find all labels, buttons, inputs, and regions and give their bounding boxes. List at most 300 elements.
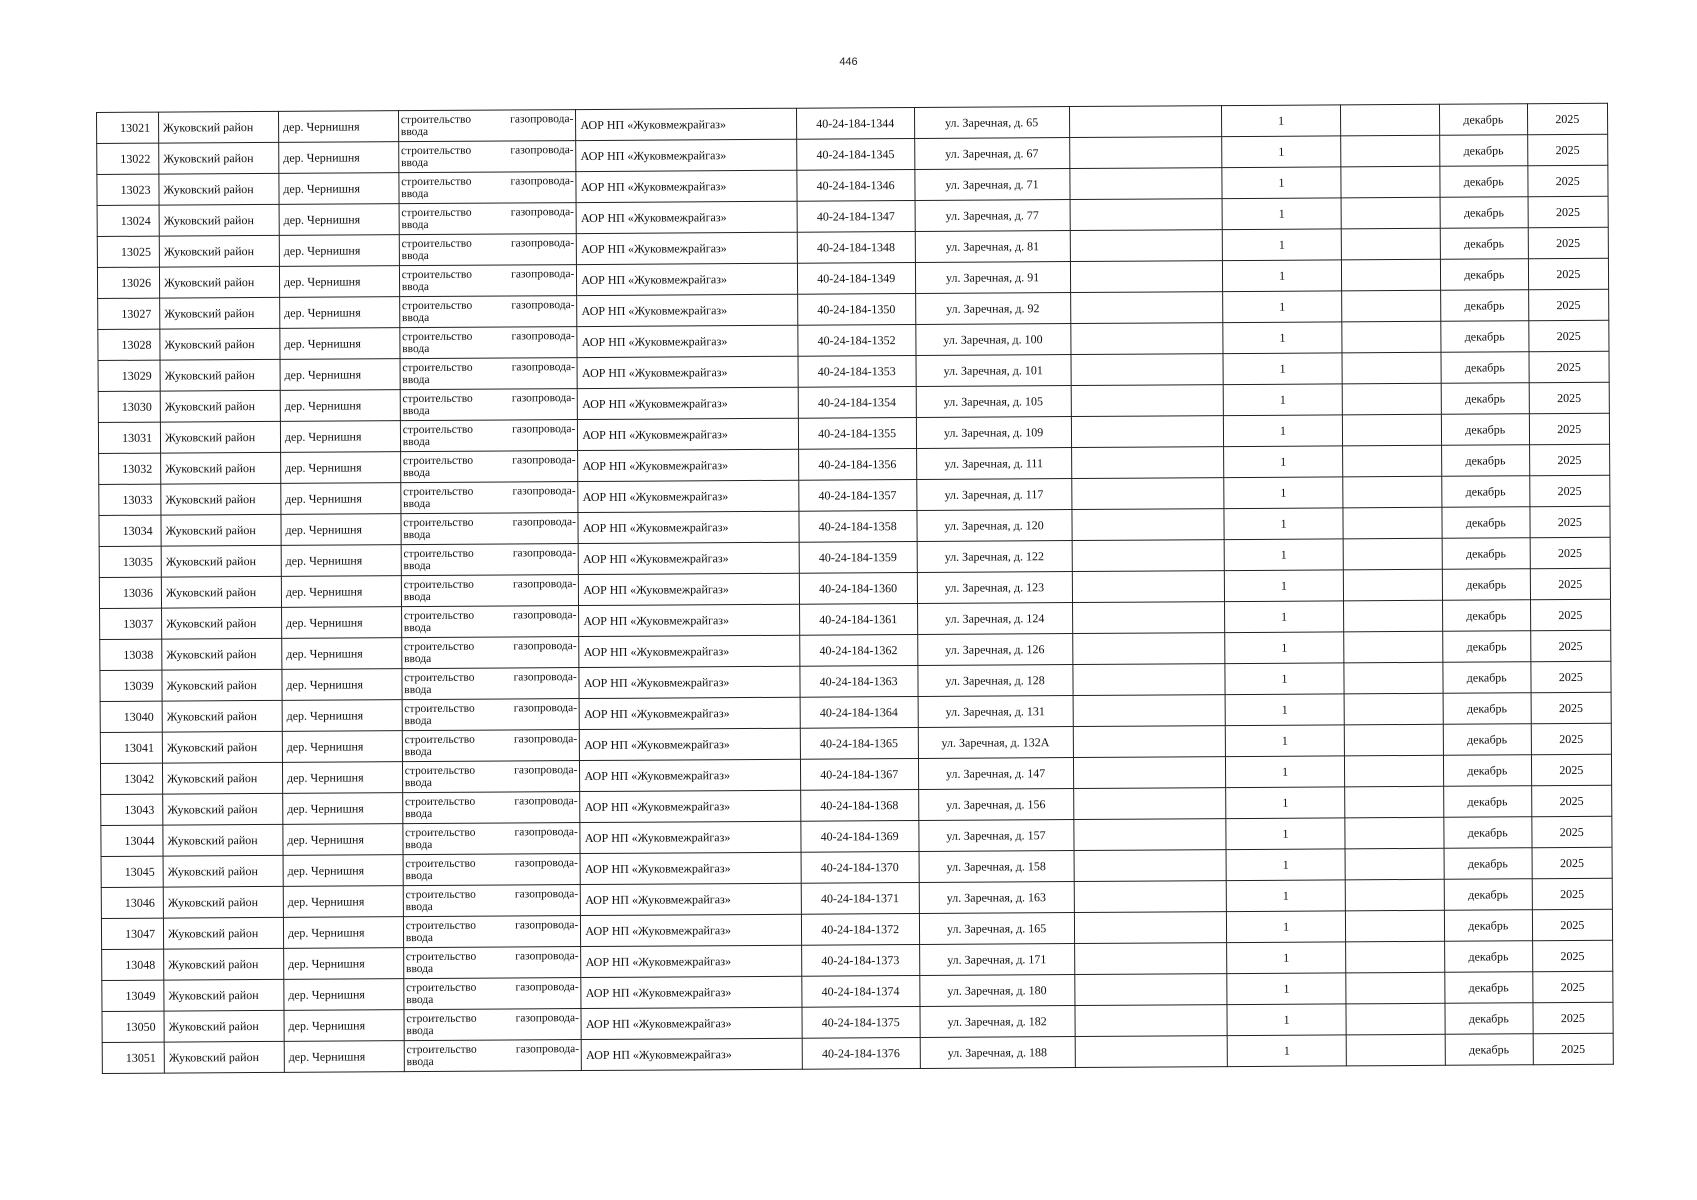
work-type-cell: [400, 451, 578, 483]
organization-cell: АОР НП «Жуковмежрайгаз»: [577, 325, 798, 357]
address-cell: ул. Заречная, д. 65: [914, 107, 1069, 139]
row-number: 13036: [99, 577, 161, 608]
village-cell: дер. Чернишня: [279, 204, 399, 236]
cadastre-cell: 40-24-184-1352: [798, 324, 916, 356]
cadastre-cell: 40-24-184-1370: [801, 851, 919, 883]
district-cell: Жуковский район: [161, 545, 281, 577]
work-type-word1: строительство: [405, 919, 477, 933]
village-cell: дер. Чернишня: [280, 421, 400, 453]
address-cell: ул. Заречная, д. 123: [917, 572, 1072, 604]
work-type-word3: ввода: [403, 590, 431, 604]
work-type-word2: газопровода-: [515, 919, 579, 932]
district-cell: Жуковский район: [164, 1041, 284, 1073]
organization-cell: АОР НП «Жуковмежрайгаз»: [580, 790, 801, 822]
work-type-cell: [404, 1009, 582, 1041]
district-cell: Жуковский район: [161, 514, 281, 546]
work-type-word1: строительство: [403, 640, 475, 654]
work-type-word2: газопровода-: [514, 888, 579, 901]
village-cell: дер. Чернишня: [282, 669, 402, 701]
district-cell: Жуковский район: [161, 452, 281, 484]
work-type-cell: [401, 606, 579, 638]
empty-cell: [1346, 879, 1445, 911]
empty-cell: [1343, 414, 1442, 446]
work-type-word2: газопровода-: [512, 516, 576, 529]
work-type-word1: строительство: [405, 950, 477, 964]
row-number: 13023: [97, 174, 159, 205]
cadastre-cell: 40-24-184-1355: [798, 417, 916, 449]
work-type-word2: газопровода-: [515, 950, 579, 963]
empty-cell: [1345, 848, 1444, 880]
village-cell: дер. Чернишня: [282, 638, 402, 670]
work-type-word3: ввода: [405, 869, 433, 883]
address-cell: ул. Заречная, д. 120: [916, 510, 1071, 542]
row-number: 13035: [99, 546, 161, 577]
work-type-cell: [403, 854, 581, 886]
quantity-cell: 1: [1222, 291, 1342, 323]
cadastre-cell: 40-24-184-1345: [796, 139, 914, 171]
month-cell: декабрь: [1440, 135, 1528, 167]
month-cell: декабрь: [1445, 1034, 1533, 1066]
work-type-word1: строительство: [406, 1012, 477, 1026]
district-cell: Жуковский район: [163, 793, 283, 825]
month-cell: декабрь: [1440, 197, 1528, 229]
work-type-word2: газопровода-: [512, 578, 577, 591]
work-type-word2: газопровода-: [511, 299, 575, 312]
quantity-cell: 1: [1227, 1004, 1347, 1036]
empty-cell: [1072, 540, 1224, 572]
work-type-word3: ввода: [402, 342, 430, 356]
cadastre-cell: 40-24-184-1374: [802, 975, 920, 1007]
cadastre-cell: 40-24-184-1376: [802, 1037, 920, 1069]
row-number: 13043: [101, 794, 163, 825]
page-number: 446: [839, 56, 858, 68]
month-cell: декабрь: [1440, 228, 1528, 260]
work-type-word3: ввода: [406, 1024, 434, 1038]
district-cell: Жуковский район: [159, 173, 279, 205]
village-cell: дер. Чернишня: [283, 855, 403, 887]
month-cell: декабрь: [1441, 383, 1529, 415]
cadastre-cell: 40-24-184-1348: [797, 232, 915, 264]
work-type-cell: [400, 358, 578, 390]
cadastre-cell: 40-24-184-1371: [801, 882, 919, 914]
row-number: 13030: [98, 391, 160, 422]
empty-cell: [1342, 197, 1441, 229]
work-type-word1: строительство: [404, 733, 475, 747]
month-cell: декабрь: [1444, 786, 1532, 818]
quantity-cell: 1: [1223, 446, 1343, 478]
work-type-word3: ввода: [406, 1055, 434, 1069]
work-type-cell: [399, 203, 577, 235]
row-number: 13024: [97, 205, 159, 236]
month-cell: декабрь: [1444, 848, 1532, 880]
year-cell: 2025: [1532, 847, 1613, 878]
address-cell: ул. Заречная, д. 128: [917, 665, 1072, 697]
empty-cell: [1073, 757, 1225, 789]
work-type-word1: строительство: [401, 237, 472, 251]
cadastre-cell: 40-24-184-1362: [800, 634, 918, 666]
work-type-cell: [402, 792, 580, 824]
empty-cell: [1344, 631, 1443, 663]
empty-cell: [1072, 571, 1224, 603]
year-cell: 2025: [1532, 909, 1613, 940]
work-type-word2: газопровода-: [514, 795, 578, 808]
row-number: 13025: [97, 236, 159, 267]
empty-cell: [1346, 972, 1445, 1004]
district-cell: Жуковский район: [162, 700, 282, 732]
work-type-cell: [401, 513, 579, 545]
work-type-cell: [403, 916, 581, 948]
empty-cell: [1075, 1036, 1227, 1068]
month-cell: декабрь: [1442, 600, 1530, 632]
district-cell: Жуковский район: [160, 266, 280, 298]
empty-cell: [1342, 259, 1441, 291]
empty-cell: [1345, 755, 1444, 787]
address-cell: ул. Заречная, д. 111: [916, 448, 1071, 480]
work-type-word2: газопровода-: [511, 392, 576, 405]
work-type-word2: газопровода-: [510, 175, 574, 188]
work-type-word1: строительство: [404, 702, 475, 716]
year-cell: 2025: [1528, 258, 1609, 289]
district-cell: Жуковский район: [159, 111, 279, 143]
year-cell: 2025: [1531, 816, 1612, 847]
address-cell: ул. Заречная, д. 147: [918, 758, 1073, 790]
cadastre-cell: 40-24-184-1357: [799, 479, 917, 511]
row-number: 13051: [102, 1042, 164, 1073]
year-cell: 2025: [1530, 599, 1611, 630]
cadastre-cell: 40-24-184-1353: [798, 355, 916, 387]
work-type-word3: ввода: [402, 404, 430, 418]
address-cell: ул. Заречная, д. 91: [915, 262, 1070, 294]
work-type-word2: газопровода-: [513, 609, 577, 622]
work-type-cell: [399, 265, 577, 297]
work-type-word1: строительство: [406, 981, 477, 995]
row-number: 13028: [98, 329, 160, 360]
work-type-word3: ввода: [402, 435, 430, 449]
row-number: 13050: [102, 1011, 164, 1042]
district-cell: Жуковский район: [159, 142, 279, 174]
village-cell: дер. Чернишня: [282, 700, 402, 732]
row-number: 13040: [100, 701, 162, 732]
quantity-cell: 1: [1222, 260, 1342, 292]
work-type-word2: газопровода-: [512, 423, 576, 436]
empty-cell: [1071, 447, 1223, 479]
work-type-word2: газопровода-: [513, 671, 577, 684]
organization-cell: АОР НП «Жуковмежрайгаз»: [576, 139, 797, 171]
year-cell: 2025: [1529, 382, 1610, 413]
month-cell: декабрь: [1442, 476, 1530, 508]
work-type-word3: ввода: [403, 497, 431, 511]
work-type-word3: ввода: [405, 807, 433, 821]
empty-cell: [1072, 633, 1224, 665]
empty-cell: [1344, 600, 1443, 632]
year-cell: 2025: [1532, 971, 1613, 1002]
quantity-cell: 1: [1223, 384, 1343, 416]
gasification-table: [96, 103, 1614, 1074]
empty-cell: [1342, 228, 1441, 260]
organization-cell: АОР НП «Жуковмежрайгаз»: [579, 635, 800, 667]
cadastre-cell: 40-24-184-1359: [799, 541, 917, 573]
row-number: 13042: [100, 763, 162, 794]
organization-cell: АОР НП «Жуковмежрайгаз»: [576, 201, 797, 233]
work-type-word3: ввода: [404, 683, 432, 697]
year-cell: 2025: [1529, 475, 1610, 506]
empty-cell: [1069, 137, 1221, 169]
address-cell: ул. Заречная, д. 180: [919, 975, 1074, 1007]
work-type-cell: [398, 110, 576, 142]
organization-cell: АОР НП «Жуковмежрайгаз»: [577, 232, 798, 264]
village-cell: дер. Чернишня: [280, 328, 400, 360]
quantity-cell: 1: [1223, 477, 1343, 509]
row-number: 13045: [101, 856, 163, 887]
work-type-cell: [401, 482, 579, 514]
work-type-word2: газопровода-: [510, 237, 575, 250]
quantity-cell: 1: [1223, 353, 1343, 385]
document-sheet: [96, 103, 1614, 1074]
row-number: 13022: [97, 143, 159, 174]
address-cell: ул. Заречная, д. 126: [917, 634, 1072, 666]
district-cell: Жуковский район: [161, 576, 281, 608]
district-cell: Жуковский район: [162, 669, 282, 701]
cadastre-cell: 40-24-184-1358: [799, 510, 917, 542]
work-type-word3: ввода: [401, 187, 429, 201]
month-cell: декабрь: [1443, 724, 1531, 756]
work-type-cell: [398, 141, 576, 173]
organization-cell: АОР НП «Жуковмежрайгаз»: [580, 852, 801, 884]
empty-cell: [1344, 569, 1443, 601]
village-cell: дер. Чернишня: [281, 576, 401, 608]
empty-cell: [1072, 509, 1224, 541]
year-cell: 2025: [1530, 537, 1611, 568]
empty-cell: [1344, 662, 1443, 694]
row-number: 13048: [102, 949, 164, 980]
quantity-cell: 1: [1224, 632, 1344, 664]
month-cell: декабрь: [1445, 972, 1533, 1004]
empty-cell: [1070, 168, 1222, 200]
empty-cell: [1070, 292, 1222, 324]
empty-cell: [1073, 664, 1225, 696]
village-cell: дер. Чернишня: [280, 359, 400, 391]
month-cell: декабрь: [1439, 104, 1527, 136]
district-cell: Жуковский район: [163, 917, 283, 949]
organization-cell: АОР НП «Жуковмежрайгаз»: [578, 449, 799, 481]
district-cell: Жуковский район: [159, 235, 279, 267]
empty-cell: [1341, 104, 1440, 136]
month-cell: декабрь: [1441, 414, 1529, 446]
district-cell: Жуковский район: [164, 948, 284, 980]
empty-cell: [1075, 1005, 1227, 1037]
empty-cell: [1074, 943, 1226, 975]
organization-cell: АОР НП «Жуковмежрайгаз»: [581, 914, 802, 946]
row-number: 13034: [99, 515, 161, 546]
address-cell: ул. Заречная, д. 188: [920, 1037, 1075, 1069]
village-cell: дер. Чернишня: [281, 545, 401, 577]
year-cell: 2025: [1531, 785, 1612, 816]
work-type-word3: ввода: [400, 125, 429, 139]
empty-cell: [1346, 910, 1445, 942]
work-type-word3: ввода: [402, 373, 430, 387]
work-type-word2: газопровода-: [510, 144, 574, 157]
address-cell: ул. Заречная, д. 92: [915, 293, 1070, 325]
work-type-word1: строительство: [402, 361, 473, 375]
empty-cell: [1071, 416, 1223, 448]
quantity-cell: 1: [1221, 136, 1341, 168]
year-cell: 2025: [1532, 940, 1613, 971]
year-cell: 2025: [1533, 1033, 1614, 1064]
empty-cell: [1073, 695, 1225, 727]
village-cell: дер. Чернишня: [279, 266, 399, 298]
month-cell: декабрь: [1444, 910, 1532, 942]
work-type-cell: [403, 823, 581, 855]
district-cell: Жуковский район: [163, 762, 283, 794]
organization-cell: АОР НП «Жуковмежрайгаз»: [580, 728, 801, 760]
cadastre-cell: 40-24-184-1349: [797, 263, 915, 295]
empty-cell: [1344, 538, 1443, 570]
organization-cell: АОР НП «Жуковмежрайгаз»: [581, 1007, 802, 1039]
empty-cell: [1070, 230, 1222, 262]
work-type-word1: строительство: [403, 485, 474, 499]
organization-cell: АОР НП «Жуковмежрайгаз»: [579, 573, 800, 605]
quantity-cell: 1: [1224, 570, 1344, 602]
work-type-word1: строительство: [402, 423, 474, 437]
year-cell: 2025: [1531, 723, 1612, 754]
work-type-word3: ввода: [401, 280, 430, 294]
month-cell: декабрь: [1444, 941, 1532, 973]
work-type-word1: строительство: [405, 826, 476, 840]
work-type-word1: строительство: [402, 392, 473, 406]
quantity-cell: 1: [1226, 911, 1346, 943]
district-cell: Жуковский район: [160, 297, 280, 329]
district-cell: Жуковский район: [164, 979, 284, 1011]
quantity-cell: 1: [1225, 725, 1345, 757]
work-type-cell: [404, 978, 582, 1010]
work-type-word3: ввода: [401, 156, 429, 170]
year-cell: 2025: [1532, 878, 1613, 909]
table-body: [97, 103, 1614, 1073]
work-type-cell: [402, 699, 580, 731]
cadastre-cell: 40-24-184-1372: [801, 913, 919, 945]
work-type-word2: газопровода-: [514, 826, 578, 839]
village-cell: дер. Чернишня: [278, 111, 398, 143]
work-type-word1: строительство: [401, 299, 473, 313]
empty-cell: [1345, 693, 1444, 725]
work-type-word2: газопровода-: [513, 702, 578, 715]
row-number: 13038: [100, 639, 162, 670]
district-cell: Жуковский район: [160, 359, 280, 391]
work-type-word2: газопровода-: [512, 454, 576, 467]
empty-cell: [1345, 786, 1444, 818]
work-type-word1: строительство: [400, 144, 472, 158]
work-type-cell: [402, 730, 580, 762]
month-cell: декабрь: [1441, 321, 1529, 353]
year-cell: 2025: [1528, 320, 1609, 351]
work-type-word3: ввода: [404, 714, 432, 728]
work-type-word1: строительство: [404, 671, 475, 685]
district-cell: Жуковский район: [160, 421, 280, 453]
work-type-word1: строительство: [403, 609, 475, 623]
cadastre-cell: 40-24-184-1360: [799, 572, 917, 604]
address-cell: ул. Заречная, д. 157: [918, 820, 1073, 852]
row-number: 13046: [101, 887, 163, 918]
cadastre-cell: 40-24-184-1367: [800, 758, 918, 790]
work-type-word1: строительство: [401, 175, 472, 189]
month-cell: декабрь: [1444, 817, 1532, 849]
organization-cell: АОР НП «Жуковмежрайгаз»: [581, 883, 802, 915]
organization-cell: АОР НП «Жуковмежрайгаз»: [577, 356, 798, 388]
district-cell: Жуковский район: [159, 204, 279, 236]
village-cell: дер. Чернишня: [283, 886, 403, 918]
quantity-cell: 1: [1225, 663, 1345, 695]
village-cell: дер. Чернишня: [281, 483, 401, 515]
work-type-word2: газопровода-: [513, 733, 578, 746]
work-type-word2: газопровода-: [510, 113, 574, 126]
work-type-cell: [402, 668, 580, 700]
row-number: 13041: [100, 732, 162, 763]
work-type-word3: ввода: [404, 776, 433, 790]
quantity-cell: 1: [1222, 229, 1342, 261]
work-type-word2: газопровода-: [515, 1043, 580, 1056]
cadastre-cell: 40-24-184-1347: [797, 201, 915, 233]
cadastre-cell: 40-24-184-1356: [798, 448, 916, 480]
month-cell: декабрь: [1441, 290, 1529, 322]
empty-cell: [1070, 199, 1222, 231]
organization-cell: АОР НП «Жуковмежрайгаз»: [580, 821, 801, 853]
work-type-word3: ввода: [404, 652, 432, 666]
work-type-cell: [400, 389, 578, 421]
organization-cell: АОР НП «Жуковмежрайгаз»: [578, 480, 799, 512]
district-cell: Жуковский район: [162, 731, 282, 763]
empty-cell: [1342, 352, 1441, 384]
empty-cell: [1074, 881, 1226, 913]
address-cell: ул. Заречная, д. 163: [919, 882, 1074, 914]
organization-cell: АОР НП «Жуковмежрайгаз»: [579, 542, 800, 574]
village-cell: дер. Чернишня: [282, 731, 402, 763]
cadastre-cell: 40-24-184-1344: [796, 108, 914, 140]
village-cell: дер. Чернишня: [282, 762, 402, 794]
empty-cell: [1342, 290, 1441, 322]
year-cell: 2025: [1528, 227, 1609, 258]
work-type-cell: [403, 947, 581, 979]
village-cell: дер. Чернишня: [280, 297, 400, 329]
work-type-word2: газопровода-: [514, 857, 579, 870]
empty-cell: [1074, 974, 1226, 1006]
month-cell: декабрь: [1440, 166, 1528, 198]
year-cell: 2025: [1527, 165, 1608, 196]
work-type-word1: строительство: [405, 888, 476, 902]
year-cell: 2025: [1531, 661, 1612, 692]
empty-cell: [1074, 850, 1226, 882]
work-type-word1: строительство: [403, 516, 474, 530]
work-type-word3: ввода: [401, 249, 429, 263]
work-type-word3: ввода: [401, 218, 429, 232]
village-cell: дер. Чернишня: [281, 514, 401, 546]
empty-cell: [1346, 941, 1445, 973]
address-cell: ул. Заречная, д. 67: [914, 138, 1069, 170]
empty-cell: [1341, 135, 1440, 167]
organization-cell: АОР НП «Жуковмежрайгаз»: [580, 759, 801, 791]
year-cell: 2025: [1528, 289, 1609, 320]
organization-cell: АОР НП «Жуковмежрайгаз»: [576, 108, 797, 140]
work-type-word3: ввода: [403, 528, 431, 542]
address-cell: ул. Заречная, д. 122: [917, 541, 1072, 573]
empty-cell: [1345, 817, 1444, 849]
year-cell: 2025: [1529, 351, 1610, 382]
village-cell: дер. Чернишня: [280, 390, 400, 422]
row-number: 13037: [100, 608, 162, 639]
empty-cell: [1070, 261, 1222, 293]
year-cell: 2025: [1530, 506, 1611, 537]
organization-cell: АОР НП «Жуковмежрайгаз»: [577, 294, 798, 326]
village-cell: дер. Чернишня: [279, 235, 399, 267]
